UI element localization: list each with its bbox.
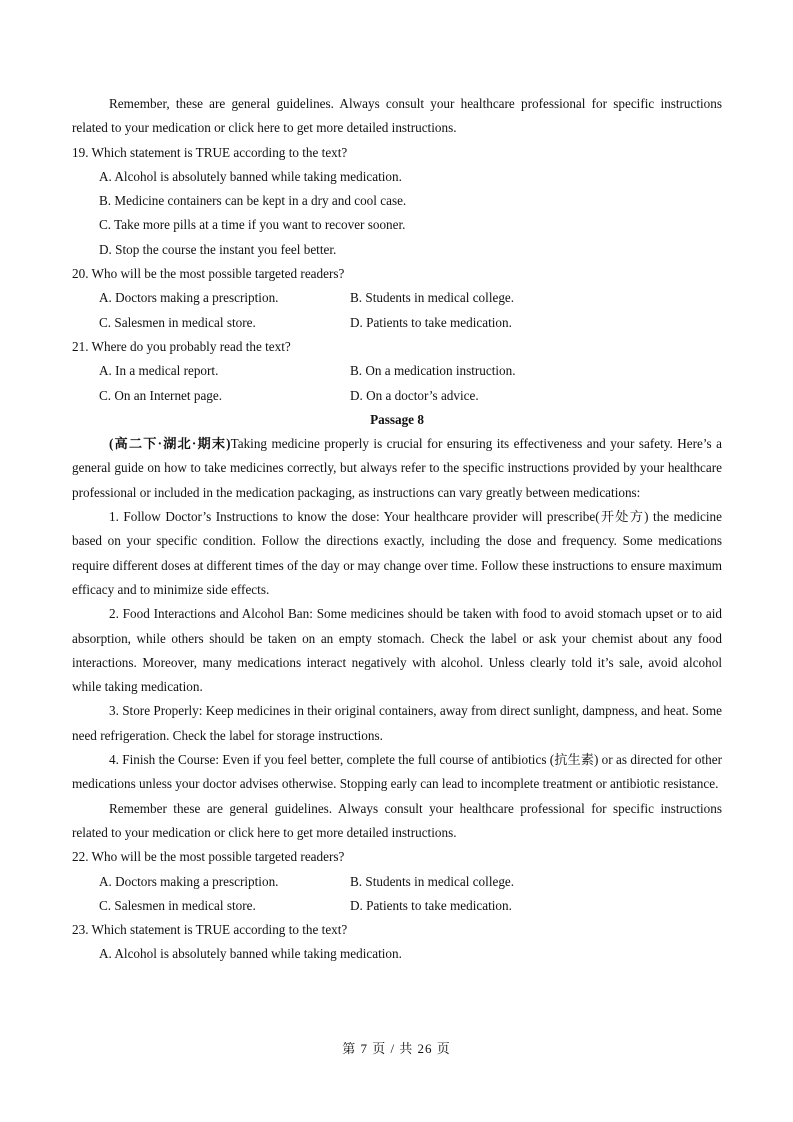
document-page [72, 92, 722, 967]
question-21-option-d: D. On a doctor’s advice. [350, 387, 479, 403]
question-22-options-row-2 [99, 894, 722, 918]
passage-point-2: 2. Food Interactions and Alcohol Ban: Some medicines should be taken with food to avoid stomach upset or to aid absorption, while others should be taken on an empty stomach. Check the label or ask your chemist about any food interactions. Moreover, many medications interact negatively with alcohol. Unless clearly told it’s sale, avoid alcohol while taking medication. [72, 606, 722, 695]
question-20-option-b: B. Students in medical college. [350, 290, 515, 306]
question-22-option-d: D. Patients to take medication. [350, 897, 512, 913]
question-22-option-a: A. Doctors making a prescription. [99, 873, 279, 889]
question-22-option-b: B. Students in medical college. [350, 873, 515, 889]
question-22-options-row-1 [99, 870, 722, 894]
passage-intro-text: Taking medicine properly is crucial for ensuring its effectiveness and your safety. Here’s a general guide on how to take medicines correctly, but always refer to the specific instructions provided by your healthcare professional or included in the medication packaging, as instructions can vary greatly between medications: [72, 436, 722, 500]
question-20-option-c: C. Salesmen in medical store. [99, 314, 256, 330]
previous-passage-closing: Remember, these are general guidelines. Always consult your healthcare professional for specific instructions related to your medication or click here to get more detailed instructions. [72, 96, 722, 136]
question-21: 21. Where do you probably read the text? [72, 338, 291, 354]
question-23-option-a: A. Alcohol is absolutely banned while taking medication. [99, 946, 402, 962]
question-23: 23. Which statement is TRUE according to the text? [72, 922, 348, 938]
page-footer: 第 7 页 / 共 26 页 [342, 1041, 451, 1056]
question-22: 22. Who will be the most possible targeted readers? [72, 849, 345, 865]
question-21-options-row-1 [99, 359, 722, 383]
question-19: 19. Which statement is TRUE according to the text? [72, 144, 348, 160]
passage-intro [72, 432, 722, 505]
question-19-option-a: A. Alcohol is absolutely banned while taking medication. [99, 168, 402, 184]
question-21-options-row-2 [99, 384, 722, 408]
question-21-option-a: A. In a medical report. [99, 363, 219, 379]
question-19-option-b: B. Medicine containers can be kept in a dry and cool case. [99, 193, 407, 209]
source-tag: (高二下·湖北·期末) [109, 436, 231, 452]
passage-point-1: 1. Follow Doctor’s Instructions to know the dose: Your healthcare provider will prescribe(开处方) the medicine based on your specific condition. Follow the directions exactly, including the dose and frequency. Some medications require different doses at different times of the day or may change over time. Follow these instructions to ensure maximum efficacy and to minimize side effects. [72, 509, 722, 597]
question-20-options-row-2 [99, 311, 722, 335]
passage-point-3: 3. Store Properly: Keep medicines in their original containers, away from direct sunlight, dampness, and heat. Some need refrigeration. Check the label for storage instructions. [72, 703, 722, 743]
question-19-option-c: C. Take more pills at a time if you want to recover sooner. [99, 217, 406, 233]
passage-heading: Passage 8 [370, 411, 424, 427]
question-21-option-b: B. On a medication instruction. [350, 363, 516, 379]
question-22-option-c: C. Salesmen in medical store. [99, 897, 256, 913]
question-20: 20. Who will be the most possible targeted readers? [72, 266, 345, 282]
question-20-option-d: D. Patients to take medication. [350, 314, 512, 330]
question-20-option-a: A. Doctors making a prescription. [99, 290, 279, 306]
passage-point-4: 4. Finish the Course: Even if you feel better, complete the full course of antibiotics (抗生素) or as directed for other medications unless your doctor advises otherwise. Stopping early can lead to incomplete treatment or antibiotic resistance. [72, 752, 722, 792]
passage-closing: Remember these are general guidelines. Always consult your healthcare professional for specific instructions related to your medication or click here to get more detailed instructions. [72, 800, 722, 840]
question-20-options-row-1 [99, 286, 722, 310]
question-19-option-d: D. Stop the course the instant you feel better. [99, 241, 337, 257]
question-21-option-c: C. On an Internet page. [99, 387, 223, 403]
